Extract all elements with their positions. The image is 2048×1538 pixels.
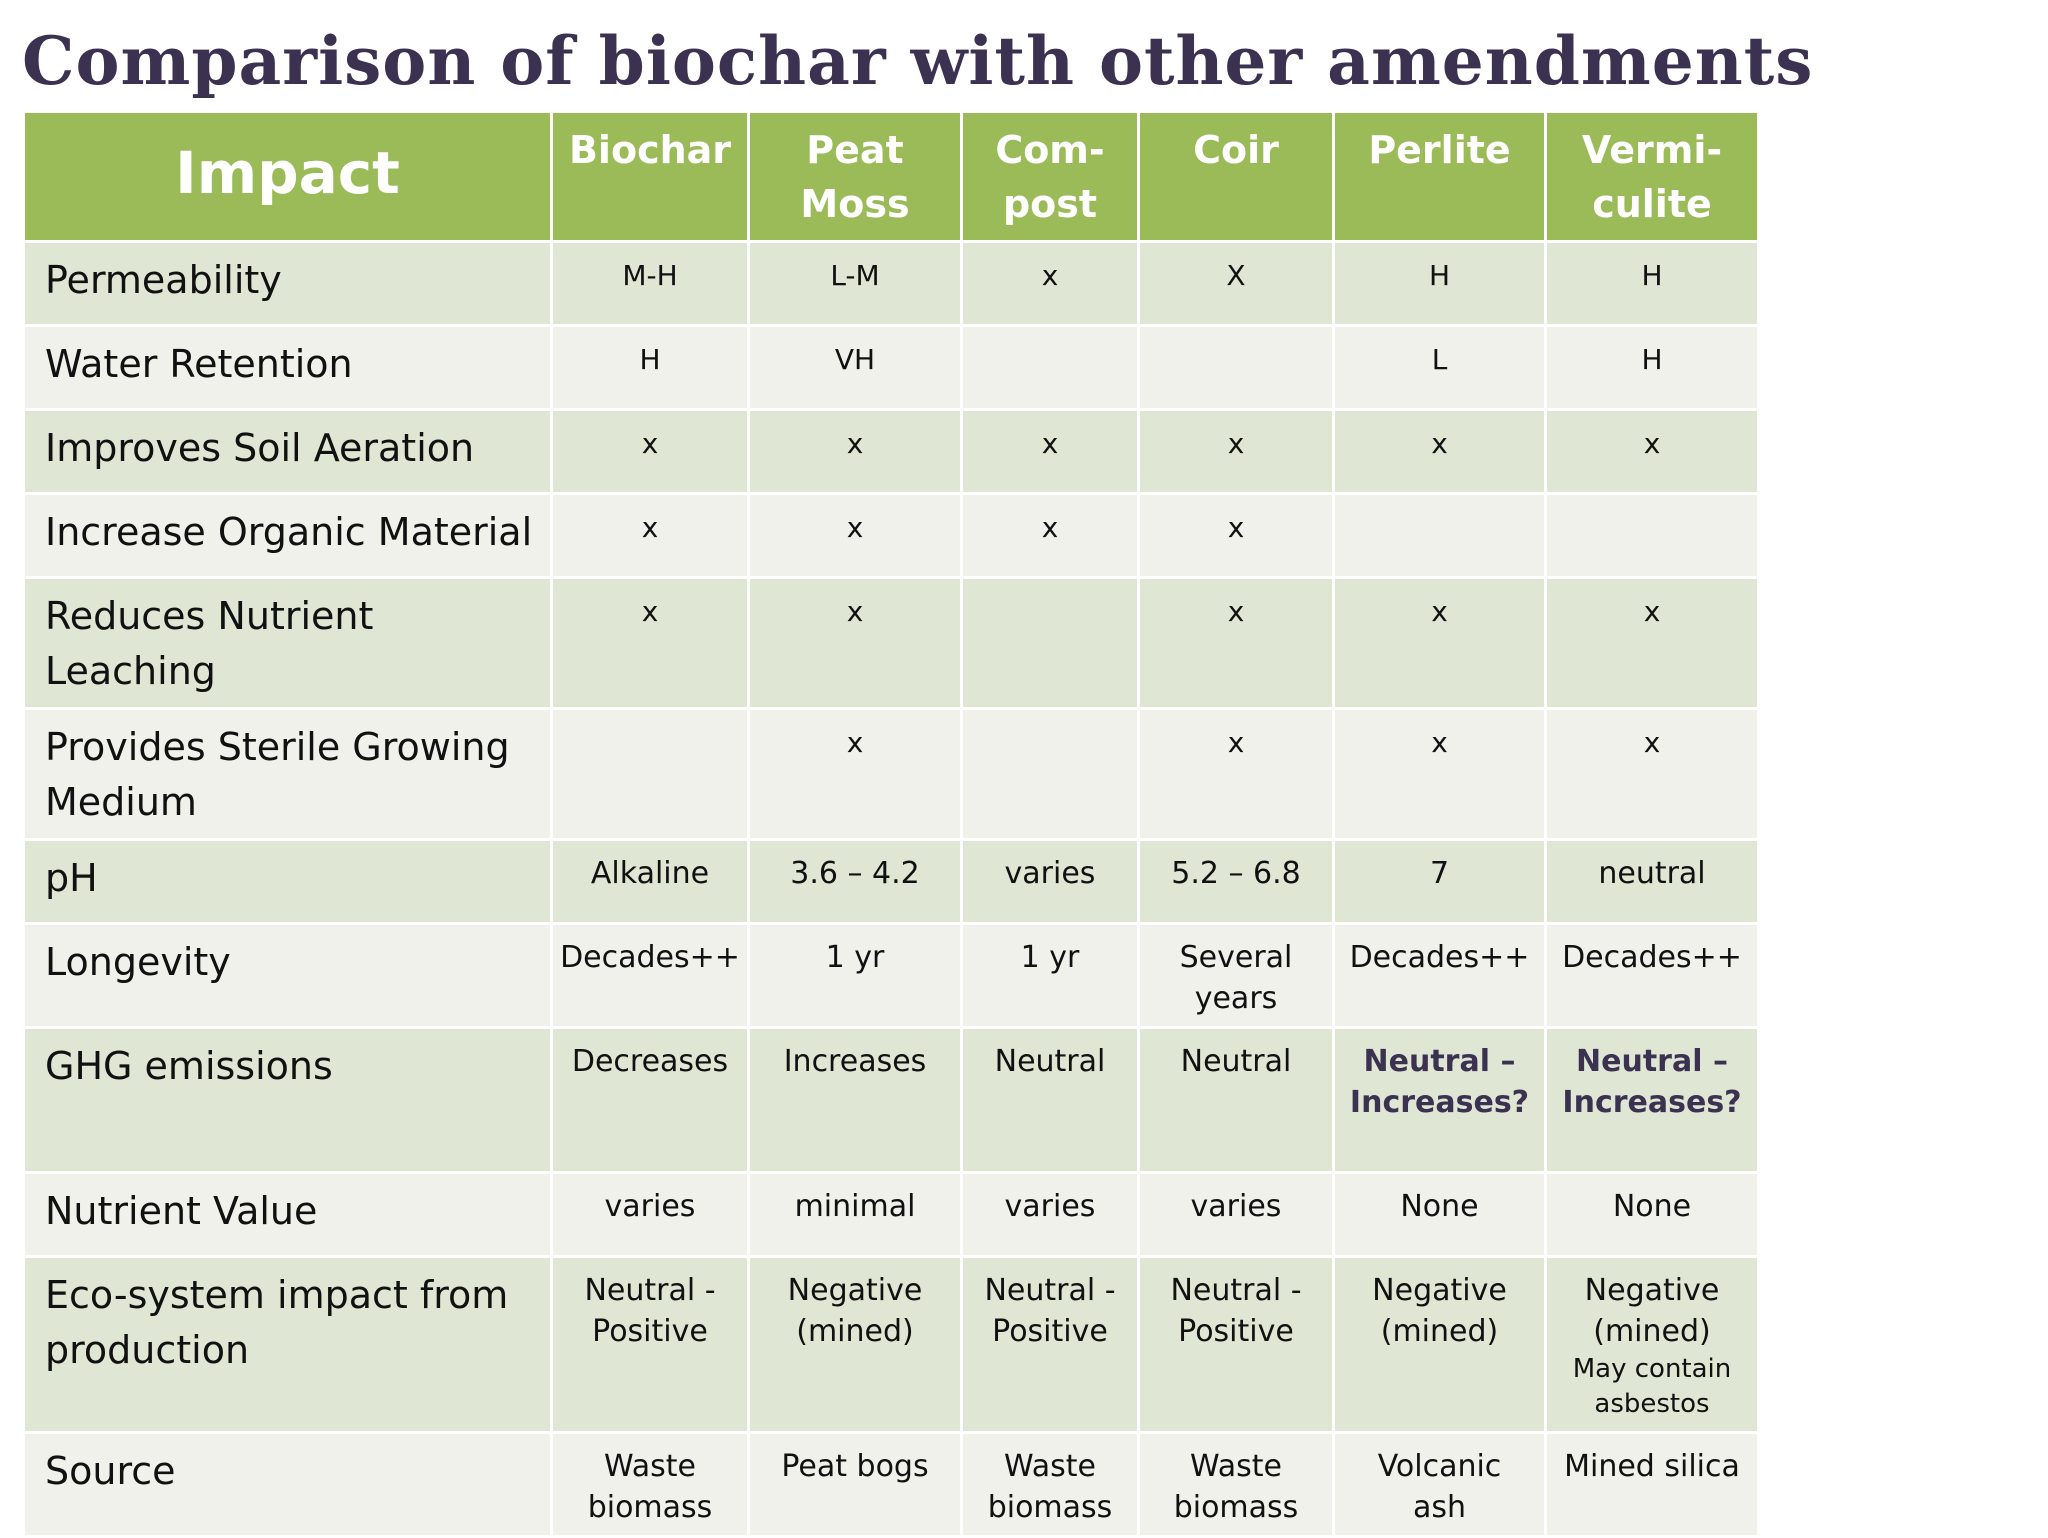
column-header-vermiculite: [1546, 112, 1759, 242]
cell-text: 1 yr: [825, 940, 885, 975]
cell-text: x: [1227, 427, 1245, 460]
row-label: [24, 326, 552, 410]
comparison-table: [22, 110, 1760, 1538]
table-cell: [552, 410, 749, 494]
cell-text: varies: [1004, 1189, 1096, 1224]
row-label-text: pH: [45, 856, 98, 900]
table-cell: [1139, 840, 1334, 924]
cell-text: biomass: [587, 1490, 713, 1525]
cell-text: x: [1643, 595, 1661, 628]
cell-text: M-H: [622, 259, 678, 292]
cell-text: 7: [1429, 856, 1450, 891]
cell-text: None: [1612, 1189, 1692, 1224]
table-cell: [1334, 1028, 1546, 1173]
asbestos-note: [1547, 1352, 1757, 1422]
table-cell: [962, 1257, 1139, 1433]
cell-text: asbestos: [1594, 1389, 1710, 1419]
table-cell: [1334, 326, 1546, 410]
cell-text: Negative: [1372, 1273, 1507, 1308]
table-cell: [1334, 242, 1546, 326]
table-row-permeability: [24, 242, 1759, 326]
cell-text: Negative: [1584, 1273, 1720, 1308]
row-label-text: Medium: [45, 780, 197, 824]
cell-text: Waste: [1190, 1449, 1282, 1484]
cell-text: Decades++: [1562, 940, 1742, 975]
table-cell: [1334, 578, 1546, 709]
table-cell: [1139, 1173, 1334, 1257]
table-cell: [1139, 1257, 1334, 1433]
table-cell: [1546, 924, 1759, 1028]
cell-text: H: [1428, 259, 1451, 292]
cell-text: H: [1641, 259, 1663, 292]
table-cell: [552, 242, 749, 326]
cell-text: (mined): [1380, 1314, 1499, 1349]
cell-text: x: [846, 726, 864, 759]
table-cell: [552, 924, 749, 1028]
table-row-ph: [24, 840, 1759, 924]
table-cell: [1139, 709, 1334, 840]
cell-text: Alkaline: [590, 856, 710, 891]
cell-text: x: [1041, 427, 1059, 460]
table-cell: [962, 410, 1139, 494]
table-cell: [962, 1433, 1139, 1537]
row-label-text: Improves Soil Aeration: [45, 426, 475, 470]
table-cell: [1139, 1028, 1334, 1173]
cell-text: x: [1227, 511, 1245, 544]
table-cell: [552, 1173, 749, 1257]
table-cell: [962, 1173, 1139, 1257]
cell-text: biomass: [987, 1490, 1113, 1525]
table-cell: [1139, 242, 1334, 326]
table-cell: [749, 924, 962, 1028]
cell-text: x: [641, 427, 659, 460]
table-row-water-retention: [24, 326, 1759, 410]
table-row-nutrient-leaching: [24, 578, 1759, 709]
cell-text: varies: [1004, 856, 1096, 891]
table-cell: [749, 494, 962, 578]
table-cell: [552, 709, 749, 840]
cell-text: Waste: [1004, 1449, 1096, 1484]
table-cell: [1546, 1433, 1759, 1537]
table-cell: [749, 1257, 962, 1433]
cell-text: Neutral -: [1170, 1273, 1302, 1308]
table-cell: [1139, 494, 1334, 578]
cell-text: Decreases: [571, 1044, 729, 1079]
cell-text: years: [1194, 981, 1278, 1016]
table-cell: [1139, 1433, 1334, 1537]
header-text: Impact: [175, 139, 400, 207]
cell-text: x: [641, 595, 659, 628]
table-cell: [962, 242, 1139, 326]
table-row-organic-material: [24, 494, 1759, 578]
cell-text: Peat bogs: [781, 1449, 929, 1484]
cell-text: H: [639, 343, 661, 376]
table-cell: [962, 494, 1139, 578]
table-cell: [1546, 1173, 1759, 1257]
cell-text: x: [1431, 726, 1448, 759]
cell-text: biomass: [1173, 1490, 1299, 1525]
cell-text: x: [1041, 511, 1059, 544]
cell-text: X: [1226, 259, 1246, 292]
header-text: Coir: [1193, 128, 1279, 172]
cell-text: Decades++: [560, 940, 740, 975]
table-cell: [1546, 1257, 1759, 1433]
header-text: post: [1002, 182, 1098, 226]
table-cell: [1546, 494, 1759, 578]
cell-text: x: [1431, 427, 1448, 460]
row-label-text: production: [45, 1328, 250, 1372]
table-cell: [749, 840, 962, 924]
header-text: culite: [1592, 182, 1712, 226]
table-cell: [962, 1028, 1139, 1173]
table-cell: [749, 242, 962, 326]
column-header-compost: [962, 112, 1139, 242]
cell-text: Neutral: [994, 1044, 1106, 1079]
table-cell: [1546, 709, 1759, 840]
cell-text: Neutral –: [1576, 1044, 1728, 1079]
header-row: [24, 112, 1759, 242]
cell-text: Waste: [604, 1449, 696, 1484]
row-label-text: GHG emissions: [45, 1044, 333, 1088]
cell-text: x: [1227, 726, 1245, 759]
table-row-ghg-emissions: [24, 1028, 1759, 1173]
row-label: [24, 578, 552, 709]
column-header-biochar: [552, 112, 749, 242]
row-label-text: Water Retention: [45, 342, 353, 386]
table-cell: [552, 494, 749, 578]
cell-text: L-M: [830, 259, 880, 292]
table-cell: [1334, 709, 1546, 840]
cell-text: Mined silica: [1564, 1449, 1740, 1484]
table-row-nutrient-value: [24, 1173, 1759, 1257]
row-label-text: Longevity: [45, 940, 231, 984]
row-label: [24, 242, 552, 326]
cell-text: varies: [604, 1189, 696, 1224]
cell-text: Increases?: [1349, 1085, 1530, 1120]
header-text: Peat: [806, 128, 904, 172]
cell-text: neutral: [1598, 856, 1706, 891]
table-cell: [1139, 578, 1334, 709]
table-cell: [749, 1173, 962, 1257]
cell-text: Negative: [787, 1273, 923, 1308]
cell-text: Neutral: [1180, 1044, 1292, 1079]
column-header-coir: [1139, 112, 1334, 242]
header-text: Perlite: [1368, 128, 1511, 172]
row-label-text: Permeability: [45, 258, 282, 302]
row-label-text: Reduces Nutrient: [45, 594, 374, 638]
table-cell: [749, 326, 962, 410]
header-text: Vermi-: [1581, 128, 1723, 172]
cell-text: x: [1643, 726, 1661, 759]
table-cell: [1139, 410, 1334, 494]
table-row-soil-aeration: [24, 410, 1759, 494]
table-cell: [749, 410, 962, 494]
header-text: Biochar: [568, 128, 732, 172]
cell-text: ash: [1412, 1490, 1467, 1525]
row-label: [24, 1433, 552, 1537]
cell-text: x: [846, 595, 864, 628]
cell-text: Volcanic: [1377, 1449, 1502, 1484]
row-label: [24, 840, 552, 924]
cell-text: 3.6 – 4.2: [790, 856, 920, 891]
header-text: Moss: [800, 182, 910, 226]
table-row-ecosystem-impact: [24, 1257, 1759, 1433]
cell-text: 5.2 – 6.8: [1171, 856, 1301, 891]
row-label-text: Nutrient Value: [45, 1189, 318, 1233]
cell-text: Several: [1179, 940, 1293, 975]
cell-text: None: [1400, 1189, 1479, 1224]
table-cell: [1546, 242, 1759, 326]
row-label-text: Eco-system impact from: [45, 1273, 509, 1317]
table-row-source: [24, 1433, 1759, 1537]
cell-text: VH: [834, 343, 876, 376]
table-cell: [552, 1257, 749, 1433]
cell-text: varies: [1190, 1189, 1282, 1224]
header-text: Com-: [995, 128, 1105, 172]
table-cell: [1546, 1028, 1759, 1173]
table-cell: [1139, 924, 1334, 1028]
row-label-text: Increase Organic Material: [45, 510, 533, 554]
table-cell: [962, 709, 1139, 840]
table-cell: [962, 924, 1139, 1028]
column-header-peat-moss: [749, 112, 962, 242]
table-cell: [962, 840, 1139, 924]
cell-text: L: [1431, 343, 1448, 376]
cell-text: x: [1041, 259, 1059, 292]
cell-text: H: [1641, 343, 1663, 376]
cell-text: 1 yr: [1020, 940, 1080, 975]
table-cell: [552, 326, 749, 410]
table-cell: [1334, 840, 1546, 924]
row-label-text: Source: [45, 1449, 176, 1493]
cell-text: x: [1643, 427, 1661, 460]
row-label: [24, 410, 552, 494]
cell-text: Neutral –: [1363, 1044, 1516, 1079]
table-cell: [1334, 410, 1546, 494]
row-label: [24, 1173, 552, 1257]
row-label: [24, 1257, 552, 1433]
cell-text: (mined): [1593, 1314, 1711, 1349]
table-cell: [552, 578, 749, 709]
cell-text: x: [846, 427, 864, 460]
cell-text: minimal: [794, 1189, 916, 1224]
cell-text: May contain: [1572, 1354, 1732, 1384]
table-cell: [552, 840, 749, 924]
table-cell: [552, 1028, 749, 1173]
table-cell: [1334, 924, 1546, 1028]
cell-text: Positive: [992, 1314, 1108, 1349]
slide-title: Comparison of biochar with other amendments: [22, 22, 1814, 100]
row-label-text: Provides Sterile Growing: [45, 725, 510, 769]
table-row-longevity: [24, 924, 1759, 1028]
row-label: [24, 1028, 552, 1173]
table-cell: [1334, 494, 1546, 578]
table-cell: [749, 578, 962, 709]
table-cell: [962, 578, 1139, 709]
cell-text: Increases: [783, 1044, 927, 1079]
column-header-impact: [24, 112, 552, 242]
row-label: [24, 494, 552, 578]
row-label: [24, 924, 552, 1028]
table-row-sterile-medium: [24, 709, 1759, 840]
table-cell: [749, 1433, 962, 1537]
table-cell: [1546, 578, 1759, 709]
column-header-perlite: [1334, 112, 1546, 242]
row-label: [24, 709, 552, 840]
cell-text: Positive: [592, 1314, 708, 1349]
cell-text: x: [641, 511, 659, 544]
cell-text: (mined): [796, 1314, 914, 1349]
table-cell: [1139, 326, 1334, 410]
cell-text: x: [1227, 595, 1245, 628]
cell-text: Increases?: [1562, 1085, 1742, 1120]
table-cell: [749, 1028, 962, 1173]
cell-text: x: [846, 511, 864, 544]
table-cell: [1546, 840, 1759, 924]
cell-text: Decades++: [1349, 940, 1530, 975]
table-cell: [1546, 410, 1759, 494]
table-cell: [749, 709, 962, 840]
table-cell: [1334, 1433, 1546, 1537]
table-cell: [1334, 1173, 1546, 1257]
table-cell: [552, 1433, 749, 1537]
cell-text: Positive: [1178, 1314, 1294, 1349]
row-label-text: Leaching: [45, 649, 216, 693]
table-cell: [1546, 326, 1759, 410]
cell-text: Neutral -: [984, 1273, 1116, 1308]
cell-text: Neutral -: [584, 1273, 716, 1308]
table-cell: [962, 326, 1139, 410]
table-cell: [1334, 1257, 1546, 1433]
cell-text: x: [1431, 595, 1448, 628]
